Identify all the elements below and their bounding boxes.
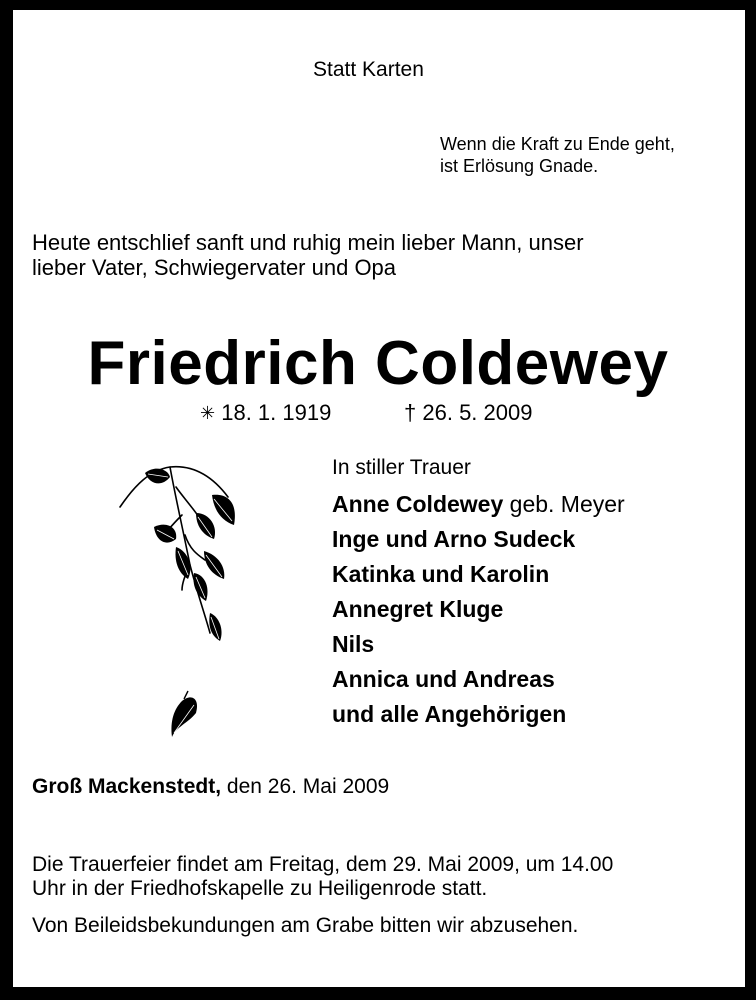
deceased-name: Friedrich Coldewey [87,329,669,398]
mourner-maiden-name: geb. Meyer [509,491,625,517]
intro-line-1: Heute entschlief sanft und ruhig mein lieber Mann, unser [32,230,584,255]
statt-karten-label: Statt Karten [313,58,424,81]
place-name: Groß Mackenstedt, [32,775,222,798]
notice-date: den 26. Mai 2009 [226,775,390,798]
mourning-heading: In stiller Trauer [332,456,471,479]
funeral-info-line-1: Die Trauerfeier findet am Freitag, dem 29. Mai 2009, um 14.00 [32,853,614,876]
mourner-line: Katinka und Karolin [332,561,550,587]
birth-star-icon: ✳ [200,403,216,423]
mourner-line: und alle Angehörigen [332,701,567,727]
death-date: 26. 5. 2009 [422,400,533,425]
death-date-group [404,400,532,425]
mourner-line: Inge und Arno Sudeck [332,526,576,552]
mourner-line: Annegret Kluge [332,596,504,622]
funeral-info-line-2: Uhr in der Friedhofskapelle zu Heiligenrode statt. [32,877,488,900]
mourner-name: Anne Coldewey [332,491,504,517]
death-cross-icon: † [404,400,417,425]
place-date-line [32,775,389,799]
condolence-note: Von Beileidsbekundungen am Grabe bitten wir abzusehen. [32,914,579,937]
birth-date: 18. 1. 1919 [221,400,332,425]
mourner-line: Nils [332,631,375,657]
mourner-line-1 [332,491,625,517]
birch-branch-icon [110,455,250,745]
motto-line-2: ist Erlösung Gnade. [440,156,599,176]
birth-date-group [200,400,331,425]
motto-line-1: Wenn die Kraft zu Ende geht, [440,134,675,154]
intro-line-2: lieber Vater, Schwiegervater und Opa [32,255,397,280]
mourner-line: Annica und Andreas [332,666,555,692]
